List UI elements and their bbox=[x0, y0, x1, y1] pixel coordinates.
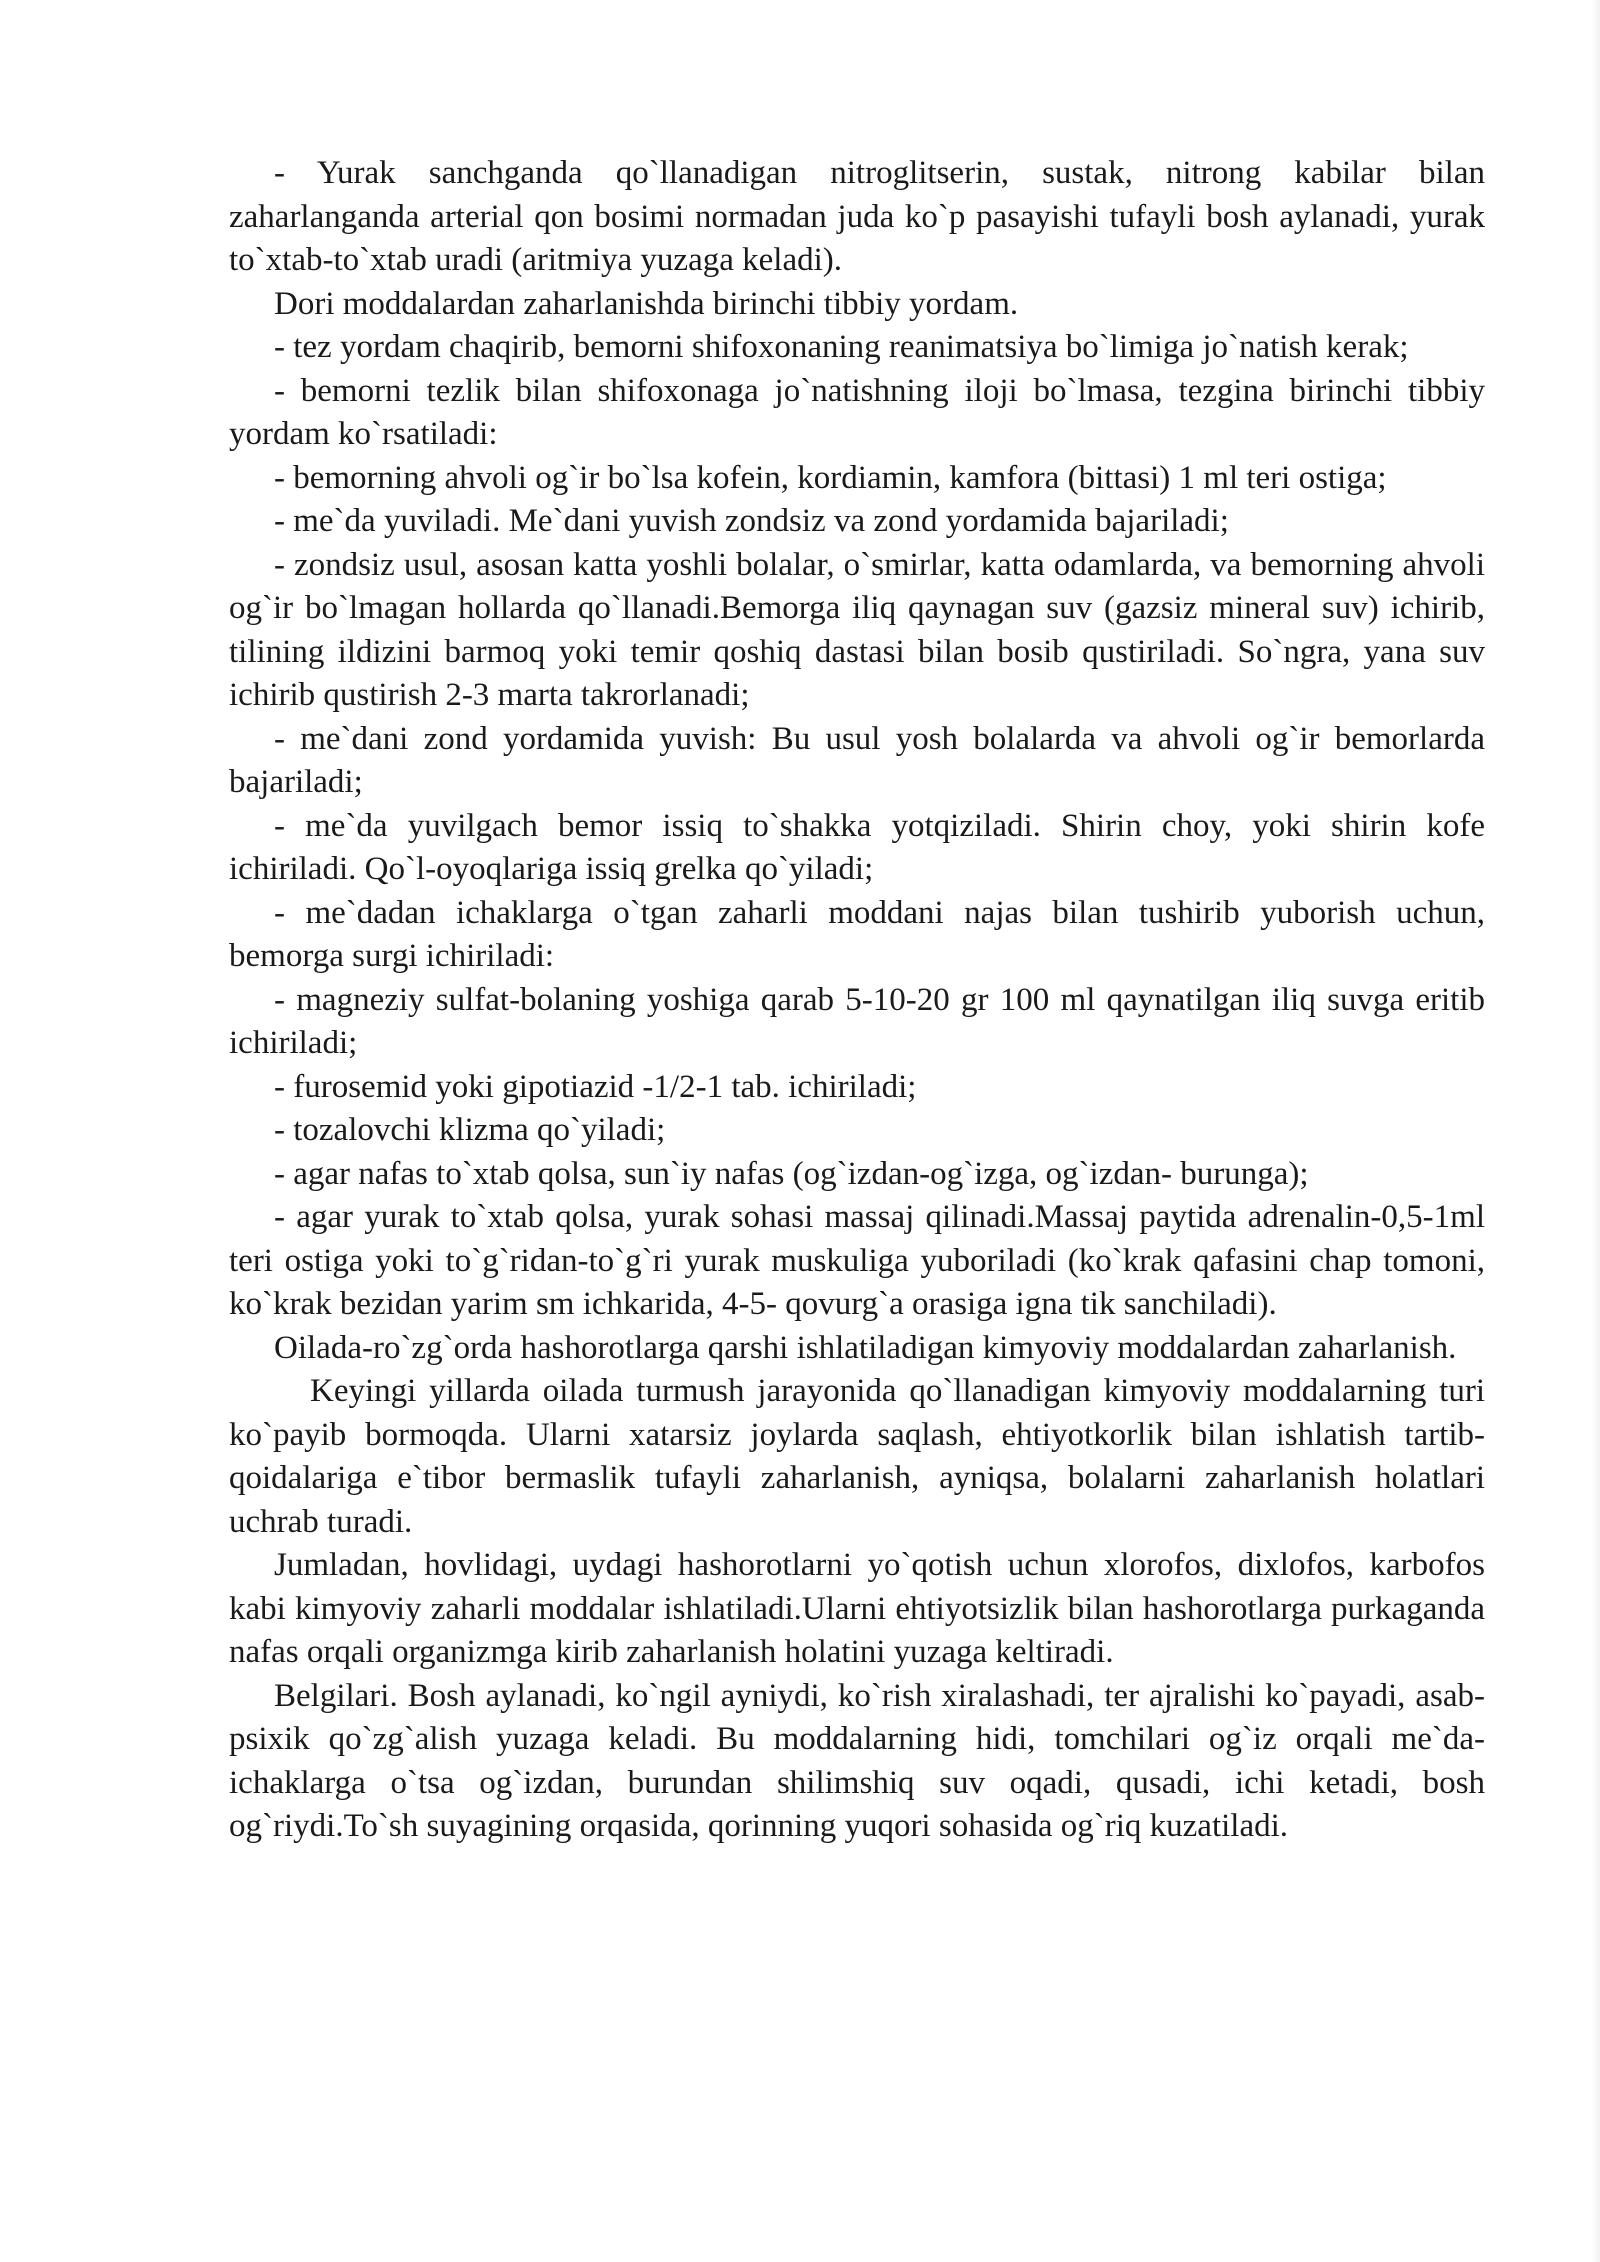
list-item: - me`da yuvilgach bemor issiq to`shakka yotqiziladi. Shirin choy, yoki shirin kofe ichiriladi. Qo`l-oyoqlariga issiq grelka qo`yiladi; bbox=[229, 807, 1485, 887]
paragraph: Jumladan, hovlidagi, uydagi hashorotlarni yo`qotish uchun xlorofos, dixlofos, karbofos kabi kimyoviy zaharli moddalar ishlatiladi.Ularni ehtiyotsizlik bilan hashorotlarga purkaganda nafas orqali organizmga kirib zaharlanish holatini yuzaga keltiradi. bbox=[229, 1547, 1485, 1670]
list-item: - agar yurak to`xtab qolsa, yurak sohasi massaj qilinadi.Massaj paytida adrenalin-0,5-1ml teri ostiga yoki to`g`ridan-to`g`ri yurak muskuliga yuboriladi (ko`krak qafasini chap tomoni, ko`krak bezidan yarim sm ichkarida, 4-5- qovurg`a orasiga igna tik sanchiladi). bbox=[229, 1199, 1485, 1322]
list-item: - zondsiz usul, asosan katta yoshli bolalar, o`smirlar, katta odamlarda, va bemorning ahvoli og`ir bo`lmagan hollarda qo`llanadi.Bemorga iliq qaynagan suv (gazsiz mineral suv) ichirib, tilining ildizini barmoq yoki temir qoshiq dastasi bilan bosib qustiriladi. So`ngra, yana suv ichirib qustirish 2-3 marta takrorlanadi; bbox=[229, 546, 1485, 713]
paragraph: Belgilari. Bosh aylanadi, ko`ngil ayniydi, ko`rish xiralashadi, ter ajralishi ko`payadi, asab-psixik qo`zg`alish yuzaga keladi. Bu moddalarning hidi, tomchilari og`iz orqali me`da-ichaklarga o`tsa og`izdan, burundan shilimshiq suv oqadi, qusadi, ichi ketadi, bosh og`riydi.To`sh suyagining orqasida, qorinning yuqori sohasida og`riq kuzatiladi. bbox=[229, 1677, 1485, 1844]
list-item: - me`dani zond yordamida yuvish: Bu usul yosh bolalarda va ahvoli og`ir bemorlarda bajariladi; bbox=[229, 720, 1485, 800]
section-heading: Oilada-ro`zg`orda hashorotlarga qarshi ishlatiladigan kimyoviy moddalardan zaharlanish. bbox=[274, 1329, 1457, 1366]
page-edge-shade bbox=[1592, 0, 1600, 2262]
list-item: - bemorni tezlik bilan shifoxonaga jo`natishning iloji bo`lmasa, tezgina birinchi tibbiy yordam ko`rsatiladi: bbox=[229, 372, 1485, 452]
paragraph: Keyingi yillarda oilada turmush jarayonida qo`llanadigan kimyoviy moddalarning turi ko`payib bormoqda. Ularni xatarsiz joylarda saqlash, ehtiyotkorlik bilan ishlatish tartib-qoidalariga e`tibor bermaslik tufayli zaharlanish, ayniqsa, bolalarni zaharlanish holatlari uchrab turadi. bbox=[229, 1373, 1485, 1540]
list-item: - bemorning ahvoli og`ir bo`lsa kofein, kordiamin, kamfora (bittasi) 1 ml teri ostiga; bbox=[274, 459, 1387, 496]
list-item: - furosemid yoki gipotiazid -1/2-1 tab. ichiriladi; bbox=[274, 1068, 917, 1105]
list-item: - magneziy sulfat-bolaning yoshiga qarab 5-10-20 gr 100 ml qaynatilgan iliq suvga eritib ichiriladi; bbox=[229, 981, 1485, 1061]
list-item: - me`da yuviladi. Me`dani yuvish zondsiz va zond yordamida bajariladi; bbox=[274, 503, 1229, 539]
list-item: - tez yordam chaqirib, bemorni shifoxonaning reanimatsiya bo`limiga jo`natish kerak; bbox=[274, 329, 1409, 365]
section-heading: Dori moddalardan zaharlanishda birinchi tibbiy yordam. bbox=[274, 285, 1019, 322]
list-item: - me`dadan ichaklarga o`tgan zaharli moddani najas bilan tushirib yuborish uchun, bemorga surgi ichiriladi: bbox=[229, 894, 1485, 974]
list-item: - tozalovchi klizma qo`yiladi; bbox=[274, 1112, 666, 1148]
document-body bbox=[229, 152, 1485, 1849]
paragraph: - Yurak sanchganda qo`llanadigan nitroglitserin, sustak, nitrong kabilar bilan zaharlanganda arterial qon bosimi normadan juda ko`p pasayishi tufayli bosh aylanadi, yurak to`xtab-to`xtab uradi (aritmiya yuzaga keladi). bbox=[229, 155, 1485, 278]
list-item: - agar nafas to`xtab qolsa, sun`iy nafas (og`izdan-og`izga, og`izdan- burunga); bbox=[274, 1155, 1309, 1192]
